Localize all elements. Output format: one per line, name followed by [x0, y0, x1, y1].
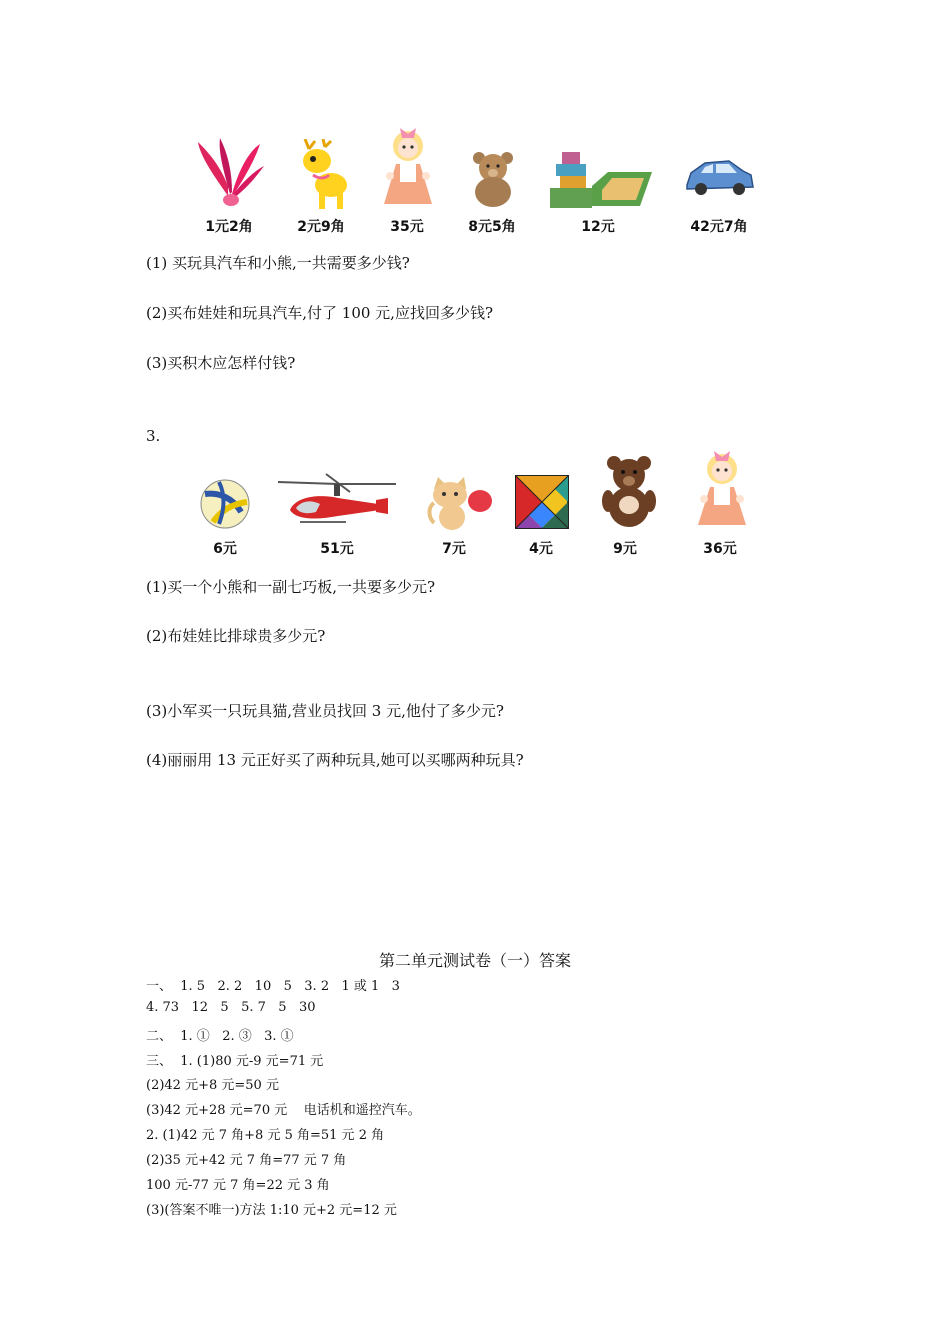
- answer-line: 一、 1. 5 2. 2 10 5 3. 2 1 或 1 3: [146, 979, 400, 994]
- price-label: 2元9角: [297, 219, 345, 235]
- price-label: 51元: [320, 541, 354, 557]
- building-blocks-image: [550, 150, 654, 210]
- helicopter-image: [276, 470, 402, 528]
- answer-line: 2. (1)42 元 7 角+8 元 5 角=51 元 2 角: [146, 1128, 385, 1143]
- answer-title: 第二单元测试卷（一）答案: [378, 951, 571, 970]
- price-label: 6元: [213, 541, 237, 557]
- answer-line: (2)42 元+8 元=50 元: [146, 1078, 279, 1093]
- answer-line: (3)42 元+28 元=70 元 电话机和遥控汽车。: [146, 1103, 421, 1118]
- price-label: 8元5角: [468, 219, 516, 235]
- tangram-image: [515, 475, 569, 529]
- shuttlecock-image: [194, 136, 266, 210]
- answer-line: (3)(答案不唯一)方法 1:10 元+2 元=12 元: [146, 1203, 397, 1218]
- price-label: 7元: [442, 541, 466, 557]
- price-label: 4元: [529, 541, 553, 557]
- question-text: (3)小军买一只玩具猫,营业员找回 3 元,他付了多少元?: [146, 702, 504, 720]
- price-label: 35元: [390, 219, 424, 235]
- price-label: 36元: [703, 541, 737, 557]
- price-label: 1元2角: [205, 219, 253, 235]
- volleyball-image: [199, 478, 251, 530]
- answer-line: (2)35 元+42 元 7 角=77 元 7 角: [146, 1153, 347, 1168]
- teddy-bear-image: [467, 150, 519, 208]
- price-label: 9元: [613, 541, 637, 557]
- doll-image: [378, 124, 438, 210]
- question-text: (2)布娃娃比排球贵多少元?: [146, 627, 326, 645]
- answer-line: 三、 1. (1)80 元-9 元=71 元: [146, 1054, 324, 1069]
- answer-line: 二、 1. ① 2. ③ 3. ①: [146, 1029, 294, 1044]
- toy-cat-image: [426, 475, 494, 531]
- teddy-bear-image: [598, 455, 660, 533]
- answer-line: 4. 73 12 5 5. 7 5 30: [146, 1000, 316, 1015]
- deer-image: [295, 139, 355, 211]
- doll-image: [692, 447, 752, 531]
- price-label: 12元: [581, 219, 615, 235]
- question-text: (3)买积木应怎样付钱?: [146, 354, 296, 372]
- answer-line: 100 元-77 元 7 角=22 元 3 角: [146, 1178, 330, 1193]
- question-number: 3.: [146, 427, 161, 445]
- question-text: (2)买布娃娃和玩具汽车,付了 100 元,应找回多少钱?: [146, 304, 493, 322]
- question-text: (1) 买玩具汽车和小熊,一共需要多少钱?: [146, 254, 410, 272]
- price-label: 42元7角: [690, 219, 748, 235]
- toy-car-image: [683, 155, 755, 199]
- question-text: (1)买一个小熊和一副七巧板,一共要多少元?: [146, 578, 436, 596]
- question-text: (4)丽丽用 13 元正好买了两种玩具,她可以买哪两种玩具?: [146, 751, 524, 769]
